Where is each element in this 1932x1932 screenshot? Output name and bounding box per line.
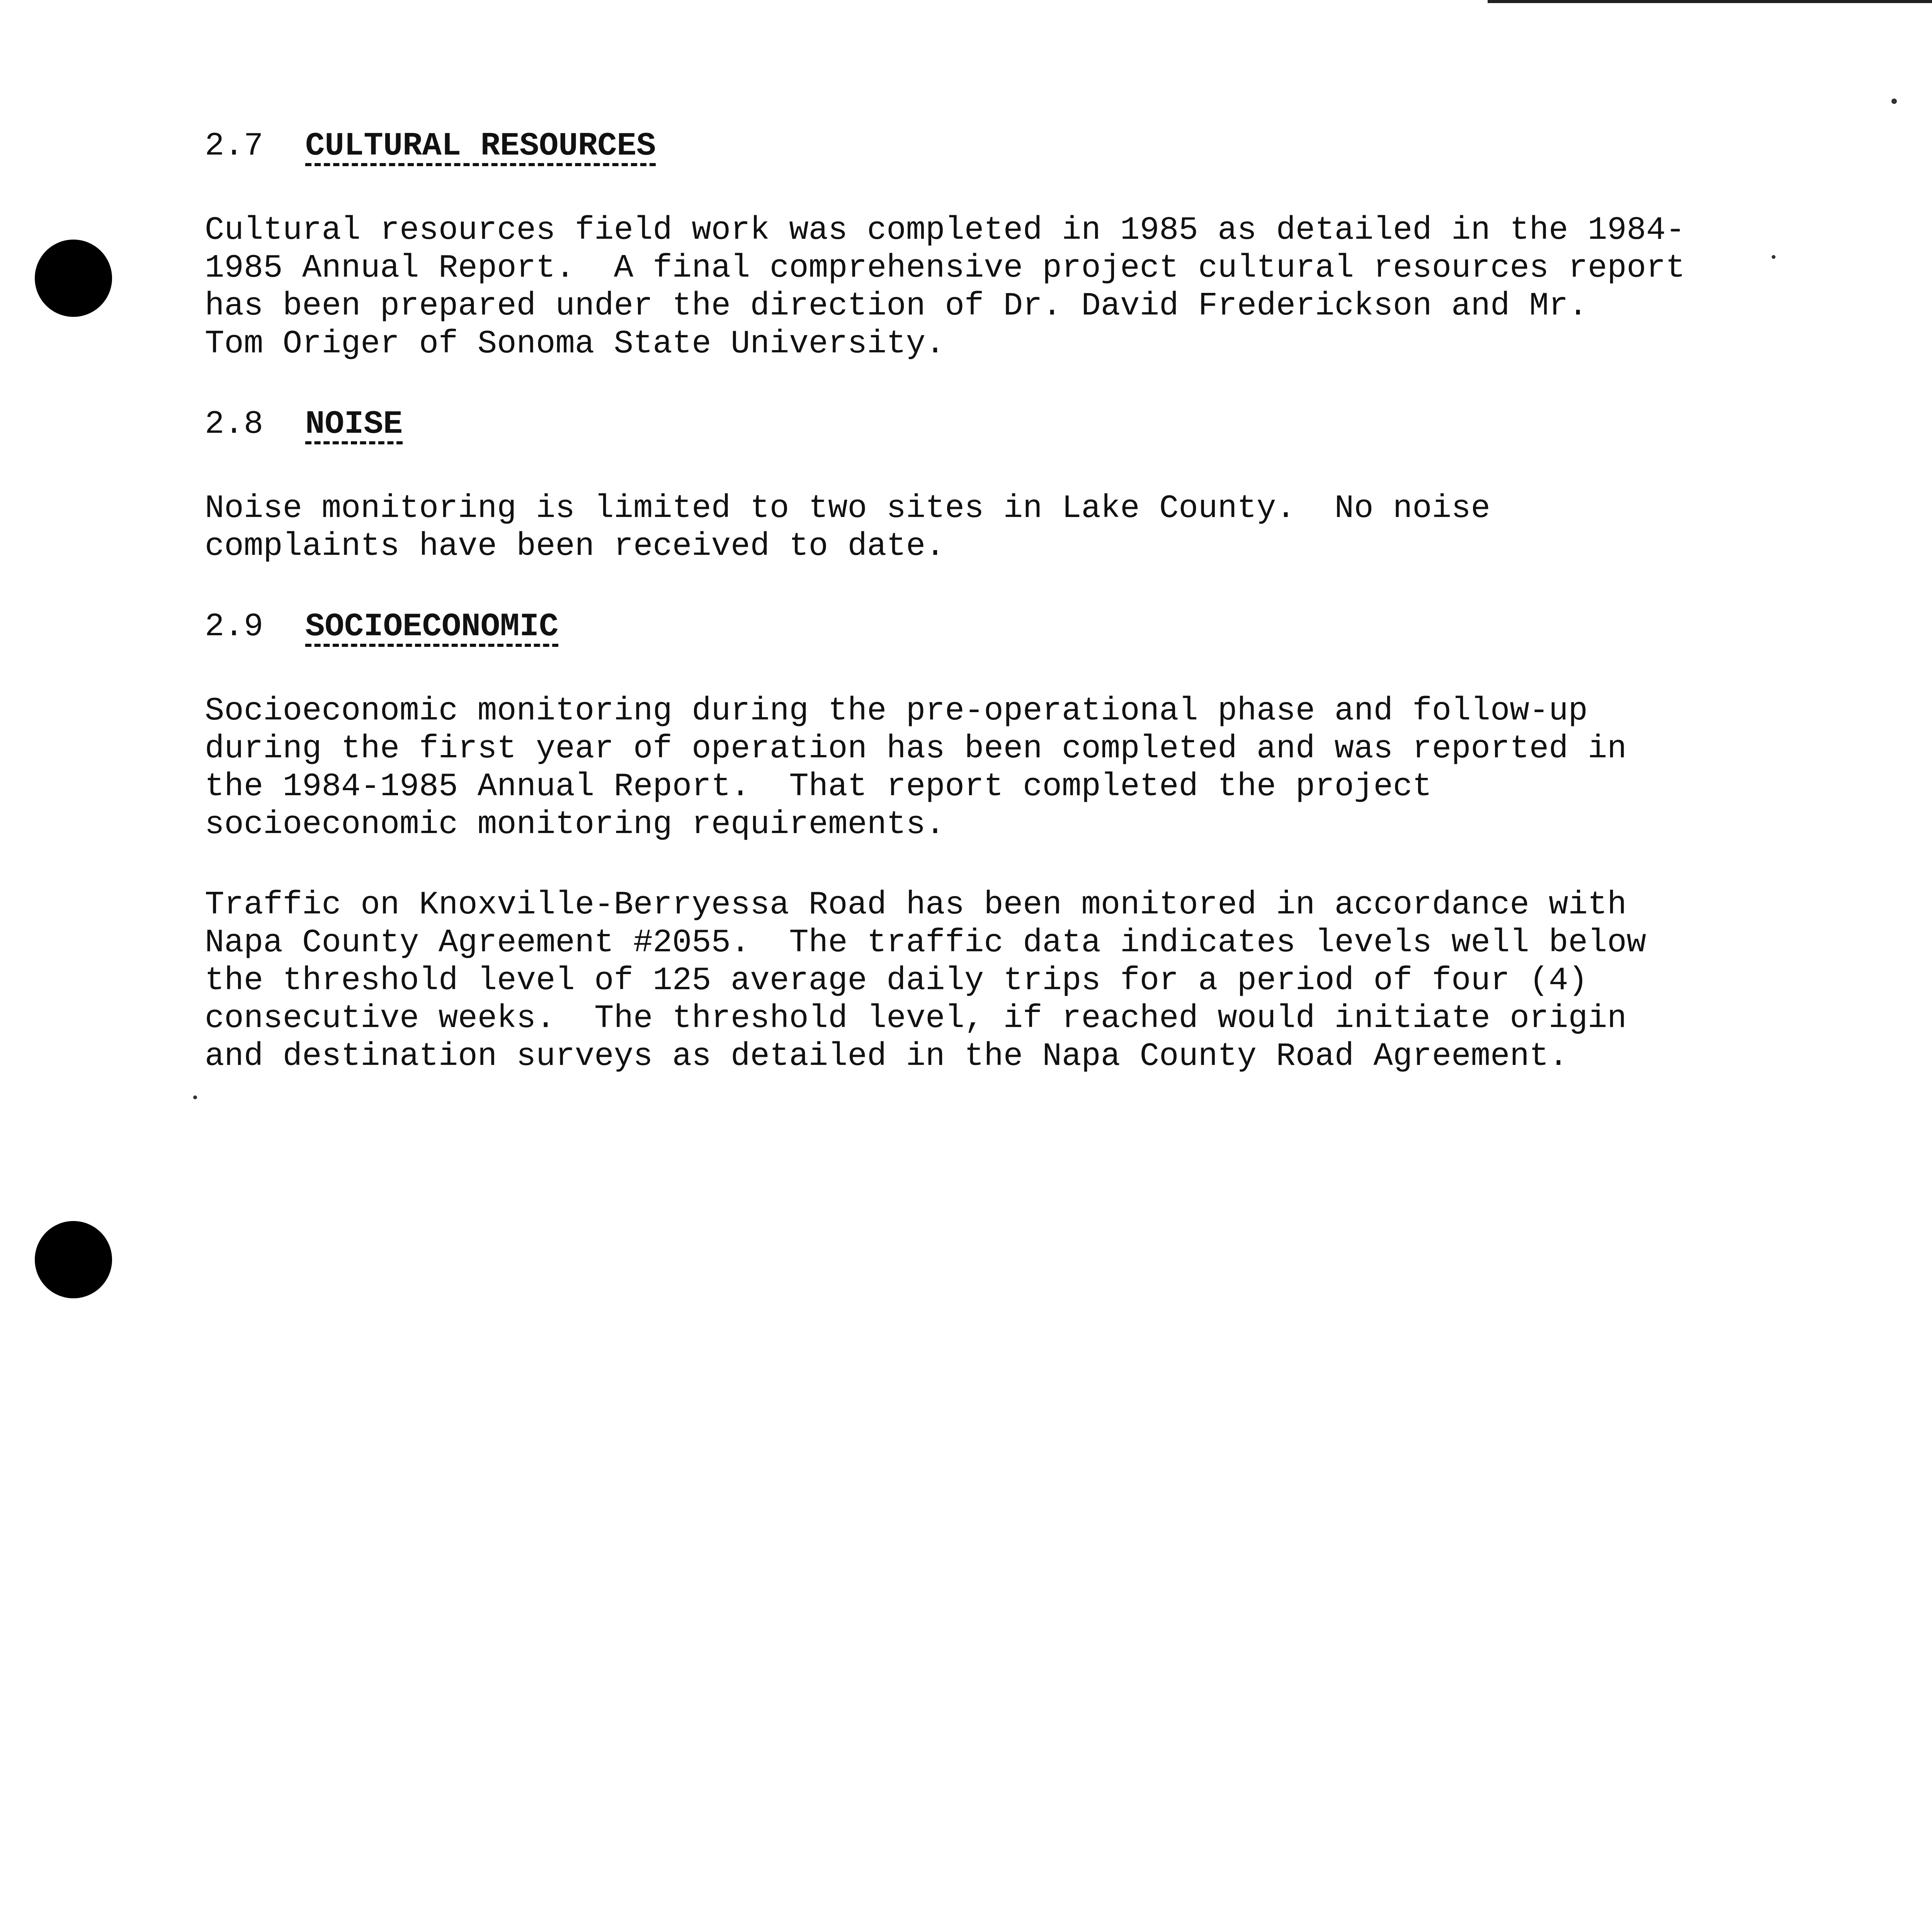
paragraph-line: Tom Origer of Sonoma State University. [205,326,945,362]
top-edge-rule [1488,0,1932,3]
paragraph-line: Cultural resources field work was completed in 1985 as detailed in the 1984- [205,212,1685,249]
section-number: 2.7 [205,128,264,165]
paragraph-line: has been prepared under the direction of Dr. David Frederickson and Mr. [205,288,1588,325]
punch-hole-middle [35,1221,112,1298]
paragraph-line: the 1984-1985 Annual Report. That report completed the project [205,769,1432,805]
section-title: CULTURAL RESOURCES [305,128,656,165]
paragraph-line: consecutive weeks. The threshold level, if reached would initiate origin [205,1000,1627,1037]
paragraph-line: Traffic on Knoxville-Berryessa Road has been monitored in accordance with [205,887,1627,923]
paragraph-line: 1985 Annual Report. A final comprehensive project cultural resources report [205,250,1685,287]
document-body [205,128,1766,1118]
paragraph-line: complaints have been received to date. [205,528,945,565]
paragraph-line: during the first year of operation has been completed and was reported in [205,731,1627,767]
section-number: 2.8 [205,406,264,443]
paragraph-line: the threshold level of 125 average daily trips for a period of four (4) [205,963,1588,999]
section-heading-cultural-resources [205,128,1766,165]
paragraph-noise [205,490,1766,566]
section-title: SOCIOECONOMIC [305,609,559,645]
paragraph-line: socioeconomic monitoring requirements. [205,806,945,843]
scan-speck [193,1095,197,1099]
paragraph-socioeconomic-monitoring [205,692,1766,844]
paragraph-line: and destination surveys as detailed in the Napa County Road Agreement. [205,1038,1568,1075]
paragraph-line: Noise monitoring is limited to two sites in Lake County. No noise [205,490,1490,527]
paragraph-line: Napa County Agreement #2055. The traffic data indicates levels well below [205,925,1646,961]
paragraph-cultural-resources [205,212,1766,363]
section-heading-noise [205,406,1766,444]
section-number: 2.9 [205,609,264,645]
paragraph-line: Socioeconomic monitoring during the pre-operational phase and follow-up [205,693,1588,730]
scan-speck [1772,255,1776,259]
scan-speck [1891,99,1897,104]
section-heading-socioeconomic [205,608,1766,646]
section-title: NOISE [305,406,403,443]
punch-hole-top [35,240,112,317]
paragraph-traffic-monitoring [205,886,1766,1076]
